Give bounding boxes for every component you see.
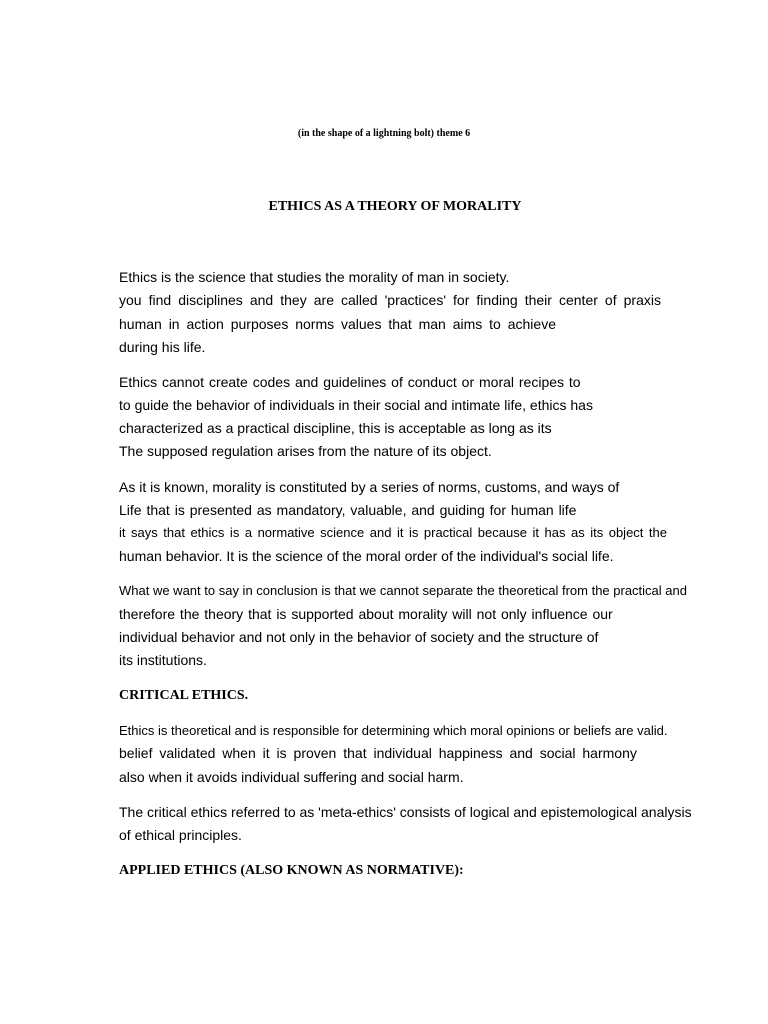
paragraph-2-line-1: Ethics cannot create codes and guidelines of conduct or moral recipes to bbox=[119, 374, 581, 390]
paragraph-2-line-3: characterized as a practical discipline, this is acceptable as long as its bbox=[119, 420, 552, 436]
paragraph-4-line-2: therefore the theory that is supported about morality will not only influence our bbox=[119, 606, 613, 622]
critical-paragraph-2-line-2: of ethical principles. bbox=[119, 827, 242, 843]
document-title: ETHICS AS A THEORY OF MORALITY bbox=[268, 199, 522, 214]
paragraph-3-line-2: Life that is presented as mandatory, valuable, and guiding for human life bbox=[119, 502, 577, 518]
theme-line: (in the shape of a lightning bolt) theme 6 bbox=[297, 128, 471, 139]
applied-ethics-heading: APPLIED ETHICS (ALSO KNOWN AS NORMATIVE): bbox=[119, 863, 464, 878]
paragraph-3-line-3: it says that ethics is a normative science and it is practical because it has as its object the bbox=[119, 525, 667, 540]
paragraph-1-line-3: human in action purposes norms values that man aims to achieve bbox=[119, 316, 556, 332]
paragraph-4-line-1: What we want to say in conclusion is that we cannot separate the theoretical from the practical and bbox=[119, 583, 687, 598]
critical-paragraph-1-line-1: Ethics is theoretical and is responsible for determining which moral opinions or beliefs are valid. bbox=[119, 723, 668, 738]
critical-paragraph-1-line-3: also when it avoids individual suffering and social harm. bbox=[119, 769, 464, 785]
paragraph-4-line-4: its institutions. bbox=[119, 652, 207, 668]
paragraph-1-line-4: during his life. bbox=[119, 339, 206, 355]
critical-ethics-heading: CRITICAL ETHICS. bbox=[119, 688, 249, 703]
paragraph-2-line-2: to guide the behavior of individuals in their social and intimate life, ethics has bbox=[119, 397, 593, 413]
paragraph-3-line-1: As it is known, morality is constituted by a series of norms, customs, and ways of bbox=[119, 479, 620, 495]
paragraph-1-line-1: Ethics is the science that studies the morality of man in society. bbox=[119, 269, 510, 285]
paragraph-1-line-2: you find disciplines and they are called 'practices' for finding their center of praxis bbox=[119, 292, 661, 308]
paragraph-4-line-3: individual behavior and not only in the behavior of society and the structure of bbox=[119, 629, 599, 645]
paragraph-3-line-4: human behavior. It is the science of the moral order of the individual's social life. bbox=[119, 548, 614, 564]
paragraph-2-line-4: The supposed regulation arises from the nature of its object. bbox=[119, 443, 492, 459]
critical-paragraph-2-line-1: The critical ethics referred to as 'meta-ethics' consists of logical and epistemological analysis bbox=[119, 804, 692, 820]
critical-paragraph-1-line-2: belief validated when it is proven that individual happiness and social harmony bbox=[119, 745, 637, 761]
